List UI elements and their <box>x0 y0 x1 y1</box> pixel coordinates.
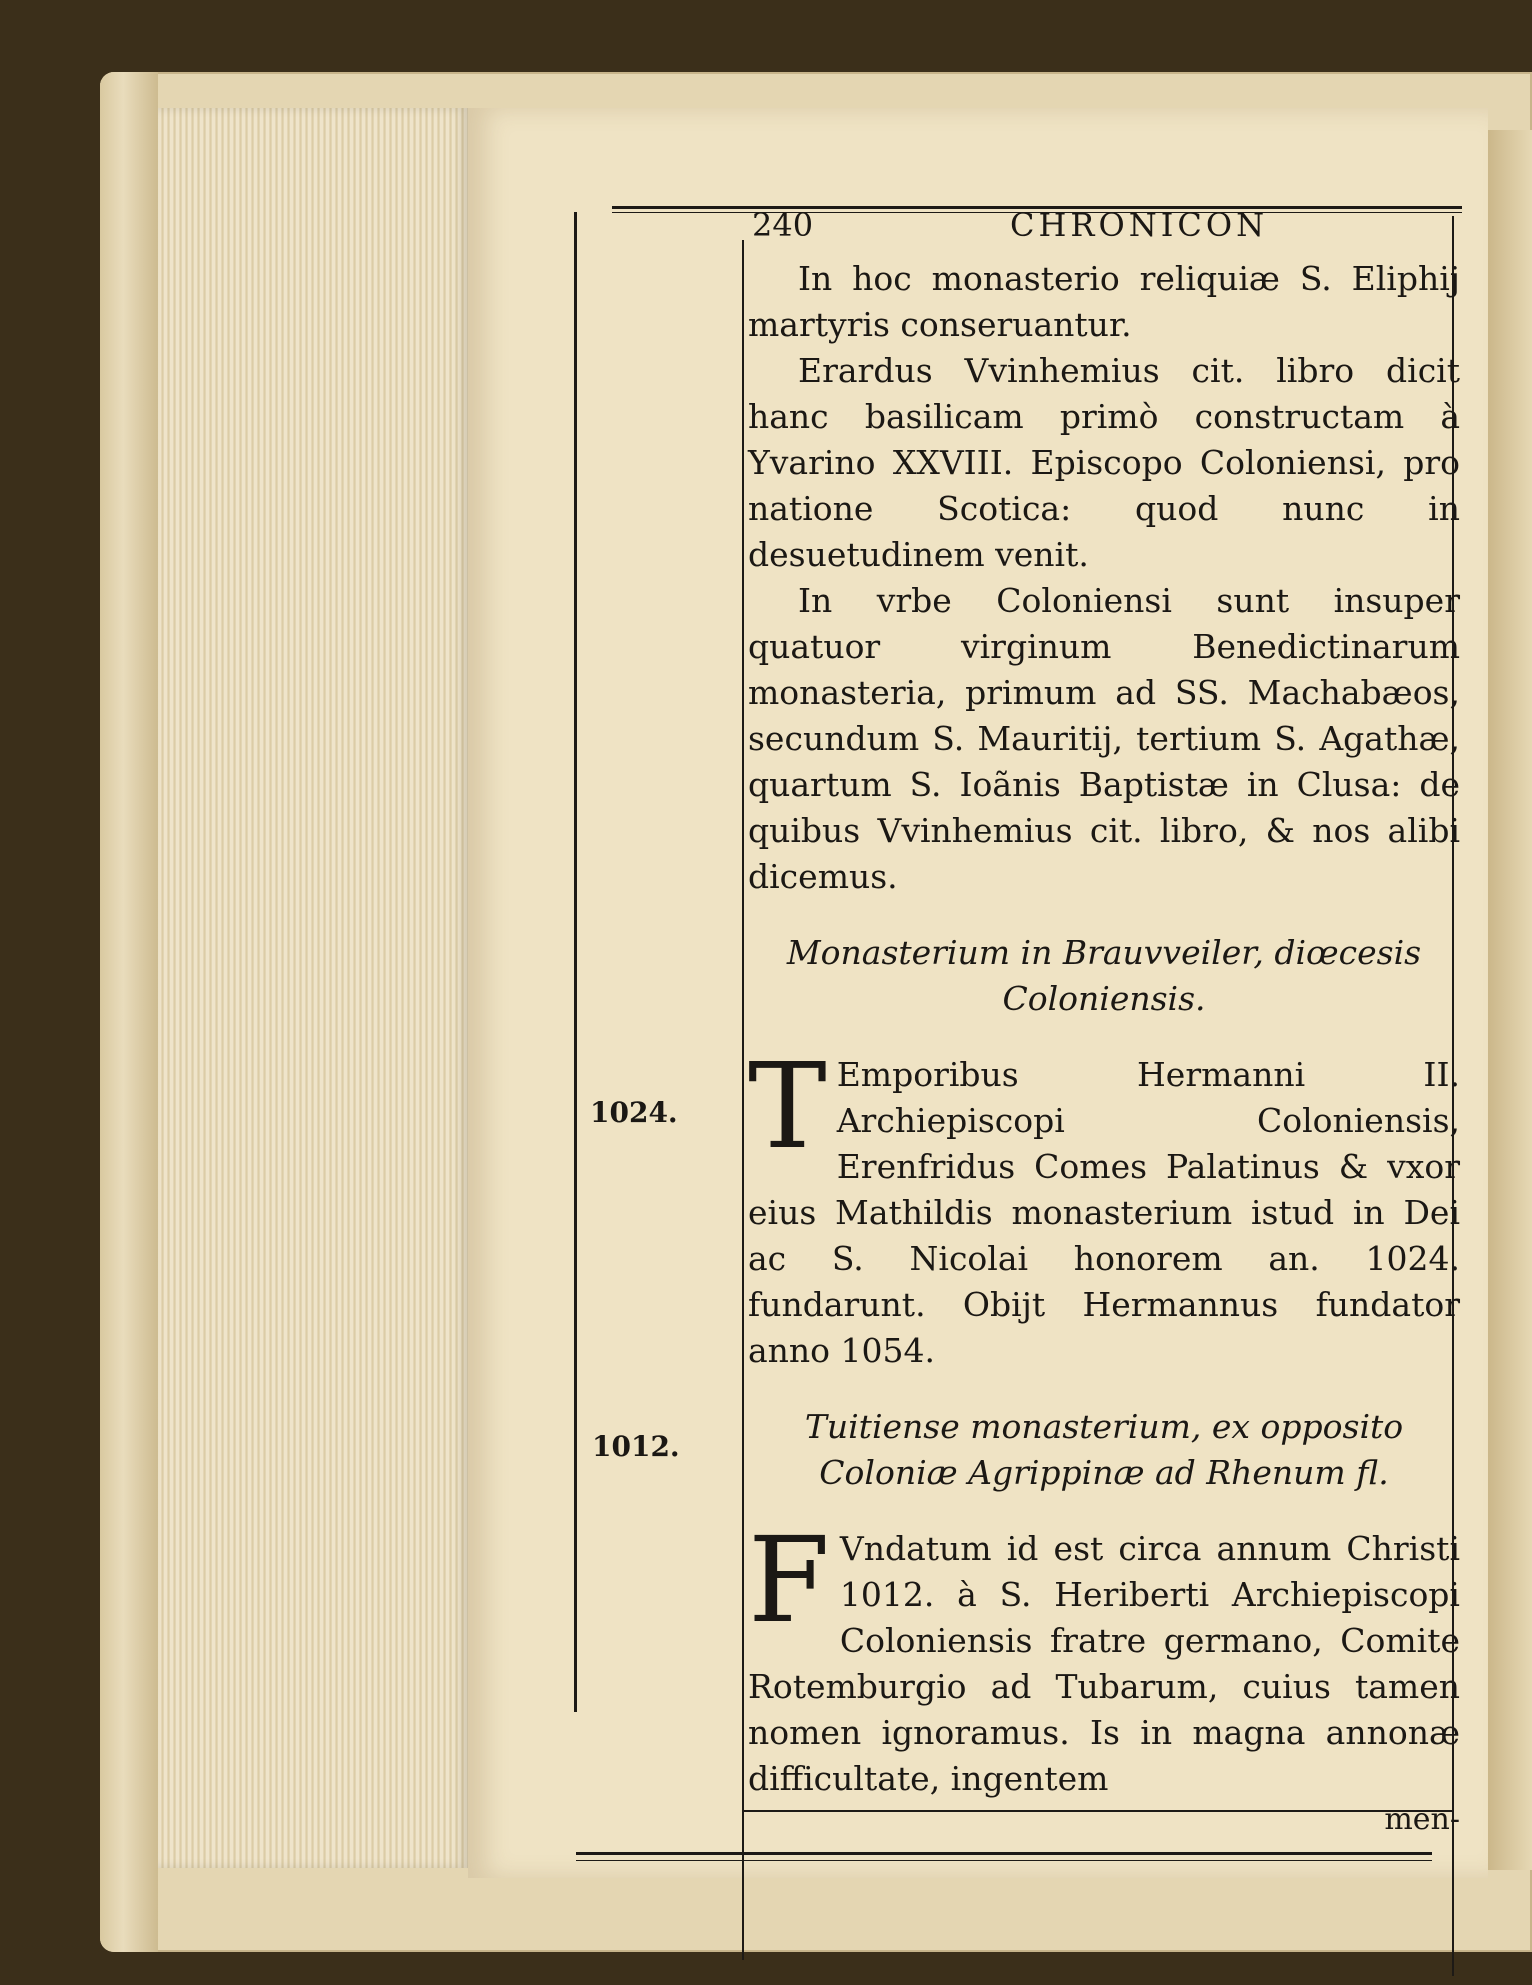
text-block <box>748 256 1460 1837</box>
footer-rule <box>576 1852 1432 1855</box>
paragraph: In vrbe Coloniensi sunt insuper quatuor virginum Benedictinarum monasteria, primum ad SS. Machabæos, secundum S. Mauritij, tertium S. Agathæ, quartum S. Ioãnis Baptistæ in Clusa: de quibus Vvinhemius cit. libro, & nos alibi dicemus. <box>748 581 1460 896</box>
catchword: men- <box>1384 1802 1460 1837</box>
outer-margin-rule <box>574 212 577 1712</box>
section-heading: Monasterium in Brauvveiler, diœcesis Coloniensis. <box>786 933 1422 1018</box>
page-number: 240 <box>752 206 814 244</box>
text-left-rule <box>742 240 744 1960</box>
facing-page-edge <box>1488 130 1532 1870</box>
drop-cap-initial: F <box>748 1511 830 1649</box>
paragraph-text: Emporibus Hermanni II. Archiepiscopi Coloniensis, Erenfridus Comes Palatinus & vxor eius Mathildis monasterium istud in Dei ac S. Nicolai honorem an. 1024. fundarunt. Obijt Hermannus fundator anno 1054. <box>748 1055 1460 1370</box>
page-stack-edges <box>158 108 468 1868</box>
paragraph-with-initial <box>748 1037 1460 1374</box>
running-title: CHRONICON <box>1010 206 1269 244</box>
margin-date-note: 1024. <box>590 1096 678 1129</box>
section-heading: Tuitiense monasterium, ex opposito Coloniæ Agrippinæ ad Rhenum fl. <box>804 1407 1404 1492</box>
paragraph: Erardus Vvinhemius cit. libro dicit hanc basilicam primò constructam à Yvarino XXVIII. Episcopo Coloniensi, pro natione Scotica: quod nunc in desuetudinem venit. <box>748 351 1460 574</box>
footer-rule-thin <box>576 1860 1432 1861</box>
book-cover-edge <box>100 72 158 1952</box>
paragraph: In hoc monasterio reliquiæ S. Eliphij martyris conseruantur. <box>748 259 1460 344</box>
drop-cap-initial: T <box>748 1037 827 1175</box>
paragraph-with-initial <box>748 1511 1460 1802</box>
page-header <box>752 206 1452 246</box>
paragraph-text: Vndatum id est circa annum Christi 1012. à S. Heriberti Archiepiscopi Coloniensis fratre germano, Comite Rotemburgio ad Tubarum, cuius tamen nomen ignoramus. Is in magna annonæ difficultate, ingentem <box>748 1529 1460 1798</box>
margin-date-note: 1012. <box>592 1430 680 1463</box>
